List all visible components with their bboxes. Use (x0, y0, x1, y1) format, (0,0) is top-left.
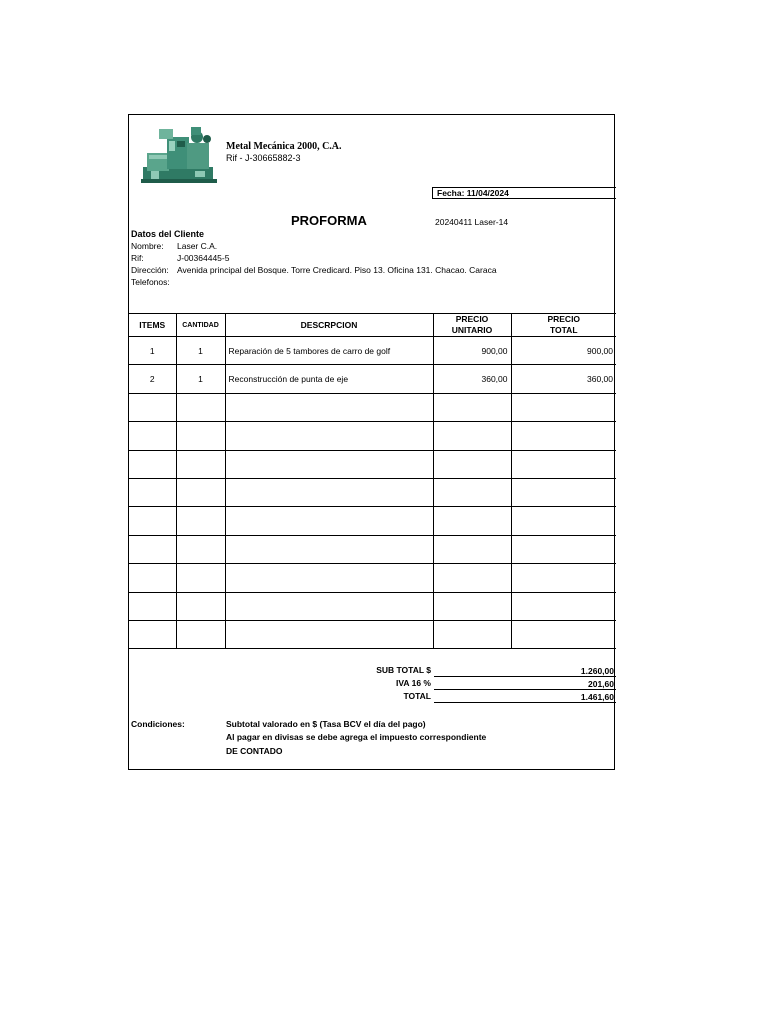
cell-cantidad (176, 535, 225, 563)
cell-cantidad (176, 422, 225, 450)
cell-item (129, 620, 176, 648)
cell-precio-unitario (433, 478, 511, 506)
cell-cantidad (176, 393, 225, 421)
total-label: TOTAL (403, 691, 431, 701)
total-value: 1.461,60 (434, 691, 616, 703)
client-rif-value: J-00364445-5 (177, 253, 230, 263)
client-name-label: Nombre: (131, 241, 164, 251)
table-row (129, 592, 616, 620)
header-cantidad: CANTIDAD (176, 314, 225, 337)
client-phone-label: Telefonos: (131, 277, 170, 287)
document-title: PROFORMA (291, 213, 367, 228)
client-name-value: Laser C.A. (177, 241, 218, 251)
cell-precio-total (511, 478, 616, 506)
cell-item (129, 592, 176, 620)
subtotal-label: SUB TOTAL $ (376, 665, 431, 675)
cell-item (129, 478, 176, 506)
cell-precio-unitario (433, 564, 511, 592)
cell-item: 1 (129, 337, 176, 365)
cell-precio-unitario (433, 507, 511, 535)
conditions-label: Condiciones: (131, 719, 185, 729)
header-precio-total-line1: PRECIO (547, 314, 581, 324)
cell-precio-unitario (433, 450, 511, 478)
cell-precio-unitario (433, 422, 511, 450)
cell-precio-unitario (433, 592, 511, 620)
table-row (129, 450, 616, 478)
client-address-value: Avenida principal del Bosque. Torre Credicard. Piso 13. Oficina 131. Chacao. Caraca (177, 265, 497, 275)
cell-cantidad: 1 (176, 365, 225, 393)
cell-descripcion (225, 535, 433, 563)
cell-precio-total (511, 507, 616, 535)
cell-descripcion (225, 393, 433, 421)
table-row (129, 422, 616, 450)
proforma-sheet (128, 114, 615, 770)
cell-precio-unitario (433, 393, 511, 421)
cell-precio-total (511, 450, 616, 478)
cell-precio-unitario (433, 620, 511, 648)
machine-logo-icon (141, 123, 217, 187)
table-row (129, 564, 616, 592)
items-body (129, 337, 616, 649)
header-precio-total (511, 314, 616, 337)
cell-descripcion (225, 478, 433, 506)
cell-precio-total: 900,00 (511, 337, 616, 365)
cell-descripcion (225, 592, 433, 620)
document-code: 20240411 Laser-14 (435, 217, 509, 227)
table-row (129, 535, 616, 563)
cell-cantidad (176, 478, 225, 506)
cell-precio-unitario (433, 535, 511, 563)
cell-precio-total (511, 422, 616, 450)
cell-descripcion (225, 422, 433, 450)
subtotal-value: 1.260,00 (434, 665, 616, 677)
cell-descripcion (225, 564, 433, 592)
cell-item (129, 422, 176, 450)
client-heading: Datos del Cliente (131, 229, 205, 239)
cell-precio-total (511, 620, 616, 648)
iva-label: IVA 16 % (396, 678, 431, 688)
table-row (129, 393, 616, 421)
client-address-label: Dirección: (131, 265, 169, 275)
condition-line: DE CONTADO (226, 746, 283, 756)
cell-descripcion: Reparación de 5 tambores de carro de golf (225, 337, 433, 365)
header-items: ITEMS (129, 314, 176, 337)
company-name: Metal Mecánica 2000, C.A. (226, 141, 342, 152)
cell-item: 2 (129, 365, 176, 393)
cell-descripcion (225, 507, 433, 535)
cell-cantidad (176, 507, 225, 535)
cell-item (129, 564, 176, 592)
cell-cantidad (176, 450, 225, 478)
condition-line: Subtotal valorado en $ (Tasa BCV el día del pago) (226, 719, 426, 729)
cell-item (129, 507, 176, 535)
cell-item (129, 535, 176, 563)
cell-descripcion (225, 450, 433, 478)
cell-precio-total (511, 592, 616, 620)
cell-item (129, 450, 176, 478)
cell-cantidad (176, 620, 225, 648)
cell-precio-total (511, 535, 616, 563)
iva-value: 201,60 (434, 678, 616, 690)
cell-precio-total: 360,00 (511, 365, 616, 393)
table-row (129, 478, 616, 506)
header-precio-unitario-line1: PRECIO (455, 314, 489, 324)
cell-precio-total (511, 564, 616, 592)
header-precio-unitario-line2: UNITARIO (451, 325, 493, 335)
cell-cantidad (176, 592, 225, 620)
items-table (129, 313, 616, 649)
cell-precio-unitario: 360,00 (433, 365, 511, 393)
company-rif: Rif - J-30665882-3 (226, 153, 301, 163)
cell-cantidad: 1 (176, 337, 225, 365)
cell-descripcion (225, 620, 433, 648)
condition-line: Al pagar en divisas se debe agrega el impuesto correspondiente (226, 732, 487, 742)
table-row (129, 365, 616, 393)
cell-precio-unitario: 900,00 (433, 337, 511, 365)
client-rif-label: Rif: (131, 253, 144, 263)
table-row (129, 620, 616, 648)
header-precio-unitario (433, 314, 511, 337)
header-precio-total-line2: TOTAL (549, 325, 578, 335)
cell-item (129, 393, 176, 421)
header-descripcion: DESCRPCION (225, 314, 433, 337)
table-header-row (129, 314, 616, 337)
date-field: Fecha: 11/04/2024 (432, 187, 616, 199)
table-row (129, 337, 616, 365)
cell-descripcion: Reconstrucción de punta de eje (225, 365, 433, 393)
cell-precio-total (511, 393, 616, 421)
cell-cantidad (176, 564, 225, 592)
table-row (129, 507, 616, 535)
